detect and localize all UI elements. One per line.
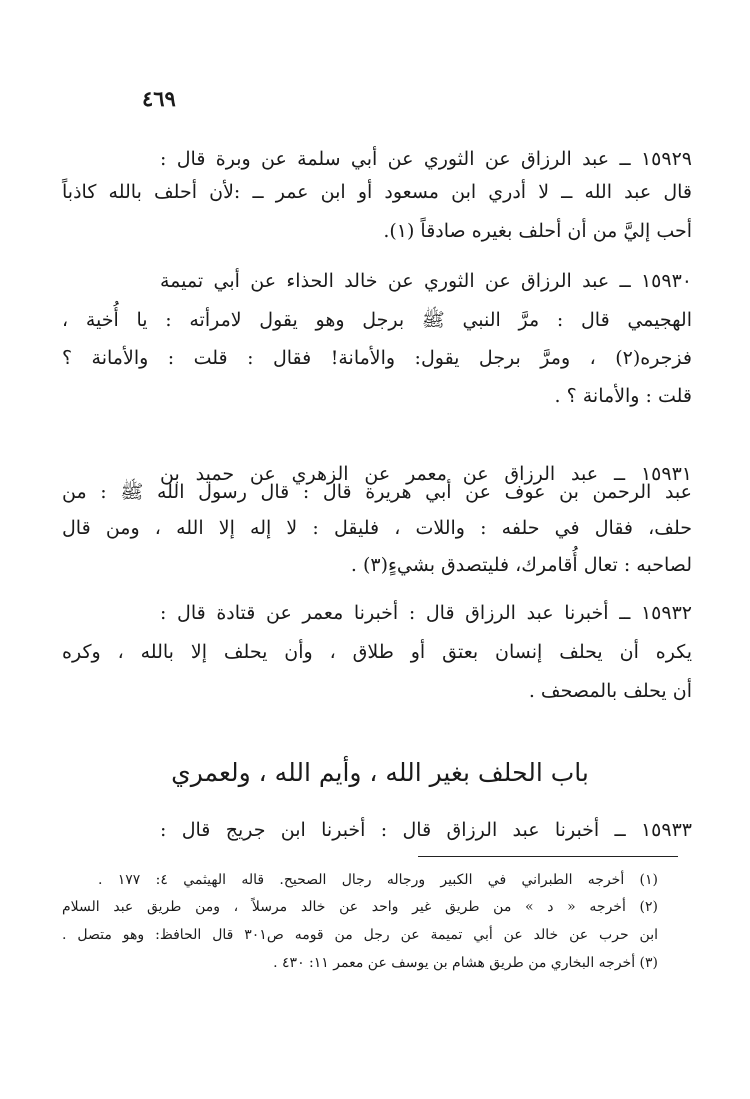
hadith-15932-line-3: أن يحلف بالمصحف . (528, 680, 692, 702)
footnote-2: (٢) أخرجه « د » من طريق غير واحد عن خالد مرسلاً ، ومن طريق عبد السلام (62, 899, 658, 915)
footnote-1: (١) أخرجه الطبراني في الكبير ورجاله رجال الصحيح. قاله الهيثمي ٤: ١٧٧ . (98, 872, 658, 888)
hadith-15930-line-4: قلت : والأمانة ؟ . (554, 385, 692, 407)
footnote-2-continued: ابن حرب عن خالد عن أبي تميمة عن رجل من قومه ص٣٠١ قال الحافظ: وهو متصل . (62, 927, 658, 943)
hadith-15931-line-1: ١٥٩٣١ ــ عبد الرزاق عن معمر عن الزهري عن حميد بن (160, 463, 692, 485)
hadith-15929-line-2: قال عبد الله ــ لا أدري ابن مسعود أو ابن عمر ــ :لأن أحلف بالله كاذباً (62, 181, 692, 203)
hadith-15932-line-1: ١٥٩٣٢ ــ أخبرنا عبد الرزاق قال : أخبرنا معمر عن قتادة قال : (160, 602, 692, 624)
footnote-separator (418, 856, 678, 857)
hadith-15929-line-1: ١٥٩٢٩ ــ عبد الرزاق عن الثوري عن أبي سلمة عن وبرة قال : (160, 148, 692, 170)
page-number: ٤٦٩ (142, 86, 176, 111)
hadith-15931-line-2: عبد الرحمن بن عوف عن أبي هريرة قال : قال رسول الله ﷺ : من (62, 481, 692, 503)
hadith-15930-line-3: فزجره(٢) ، ومرَّ برجل يقول: والأمانة! فقال : قلت : والأمانة ؟ (62, 347, 692, 369)
chapter-title: باب الحلف بغير الله ، وأيم الله ، ولعمري (171, 758, 589, 787)
hadith-15930-line-1: ١٥٩٣٠ ــ عبد الرزاق عن الثوري عن خالد الحذاء عن أبي تميمة (160, 270, 692, 292)
hadith-15931-line-3: حلف، فقال في حلفه : واللات ، فليقل : لا إله إلا الله ، ومن قال (62, 517, 692, 539)
hadith-15929-line-3: أحب إليَّ من أن أحلف بغيره صادقاً (١). (383, 220, 692, 242)
hadith-15930-line-2: الهجيمي قال : مرَّ النبي ﷺ برجل وهو يقول لامرأته : يا أُخية ، (62, 309, 692, 331)
hadith-15933-line-1: ١٥٩٣٣ ــ أخبرنا عبد الرزاق قال : أخبرنا ابن جريج قال : (160, 819, 692, 841)
hadith-15932-line-2: يكره أن يحلف إنسان بعتق أو طلاق ، وأن يحلف إلا بالله ، وكره (62, 641, 692, 663)
footnote-3: (٣) أخرجه البخاري من طريق هشام بن يوسف عن معمر ١١: ٤٣٠ . (273, 955, 658, 971)
hadith-15931-line-4: لصاحبه : تعال أُقامرك، فليتصدق بشيءٍ(٣) . (350, 554, 692, 576)
